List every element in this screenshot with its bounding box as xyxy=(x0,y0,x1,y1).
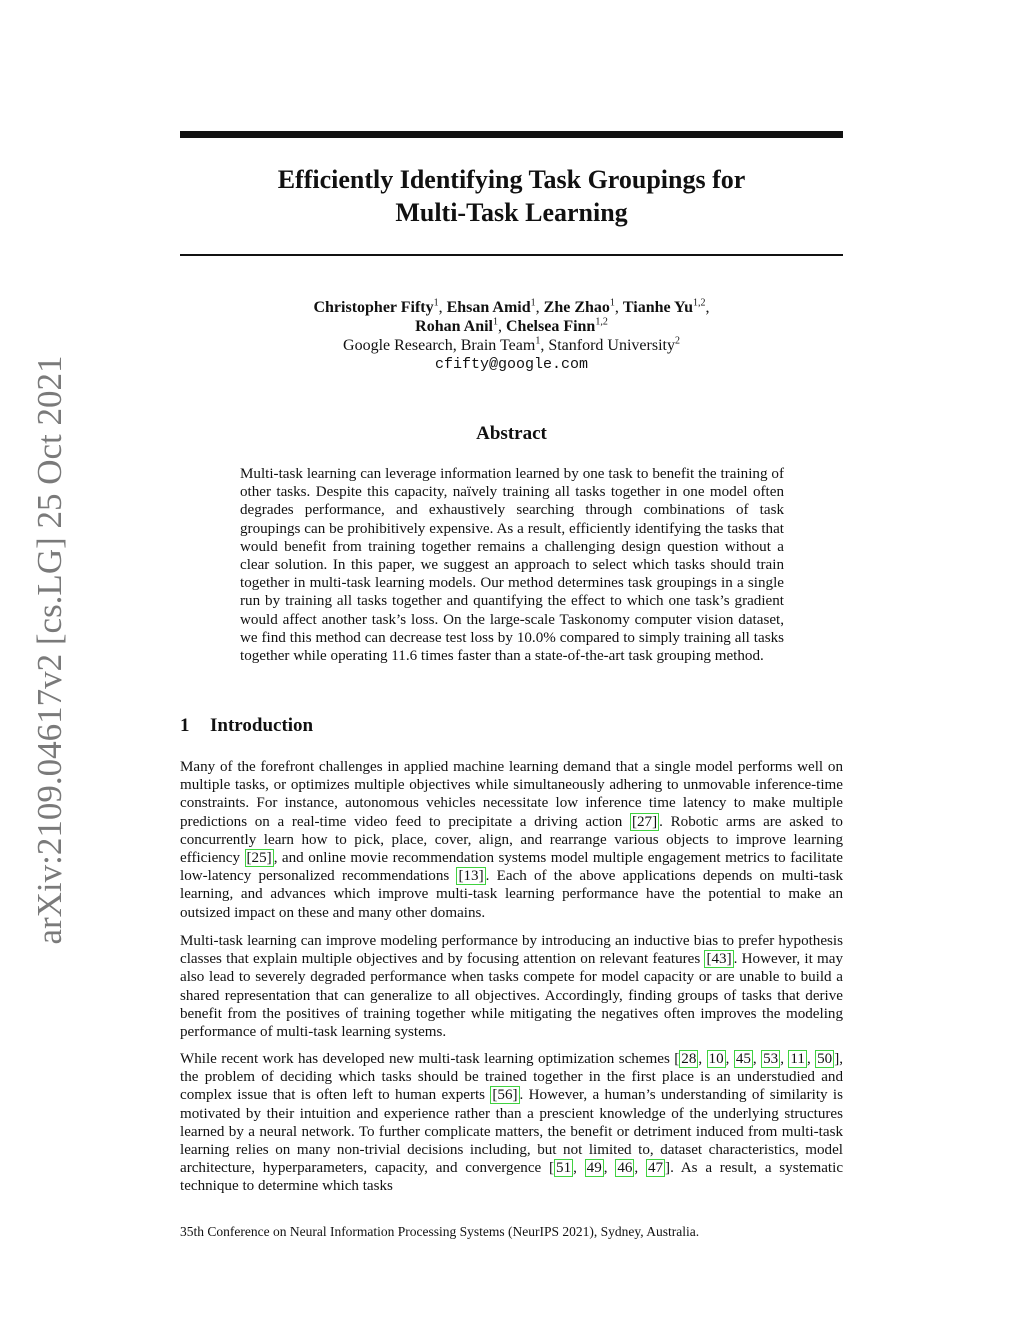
citation-link[interactable]: 49 xyxy=(586,1160,602,1177)
conference-footnote: 35th Conference on Neural Information Processing Systems (NeurIPS 2021), Sydney, Australia. xyxy=(180,1224,700,1239)
affiliation-mark: 1,2 xyxy=(693,297,706,309)
citation-link[interactable]: 51 xyxy=(556,1160,572,1177)
text-run: ]. As a result, a systematic technique to determine which tasks xyxy=(180,1160,844,1195)
text-run: ], the problem of deciding which tasks should be trained together in the first place is an understudied and complex issue that is often left to human experts xyxy=(180,1051,844,1104)
arxiv-stamp: arXiv:2109.04617v2 [cs.LG] 25 Oct 2021 xyxy=(30,355,69,945)
title-bottom-rule xyxy=(180,254,843,256)
affiliation-mark: 1 xyxy=(433,297,439,309)
section-number: 1 xyxy=(180,715,190,736)
text-run: . Robotic arms are asked to concurrently learn how to pick, place, cover, align, and rearrange various objects to improve learning efficiency xyxy=(180,813,843,867)
citation-link[interactable]: 47 xyxy=(647,1160,664,1177)
author-line-2: Rohan Anil$^1$, Chelsea Finn$^{1,2}$ xyxy=(415,316,608,335)
author-name: Chelsea Finn xyxy=(505,318,596,335)
author-line-1: Christopher Fifty$^1$, Ehsan Amid$^1$, Zhe Zhao$^1$, Tianhe Yu$^{1,2}$, xyxy=(313,297,710,316)
text-run: . However, it may also lead to severely degraded performance when tasks compete for model capacity or are unable to build a shared representation that can generalize to all objectives. Accordingly, finding groups of tasks that derive benefit from the positives of training together while mitigating the negatives often improves the modeling performance of multi-task learning systems. xyxy=(180,951,843,1041)
citation-link[interactable]: 53 xyxy=(763,1051,779,1067)
citation-link[interactable]: [43] xyxy=(706,951,732,968)
section-heading xyxy=(180,715,313,737)
author-name: Zhe Zhao xyxy=(543,299,610,316)
citation-link[interactable]: 11 xyxy=(790,1051,805,1067)
affiliation-mark: 1 xyxy=(609,297,615,309)
author-email: cfifty@google.com xyxy=(434,356,589,373)
citation-link[interactable]: 45 xyxy=(735,1051,751,1067)
intro-paragraph-2 xyxy=(180,932,843,1041)
citation-link[interactable]: 50 xyxy=(817,1051,833,1067)
text-run: , and online movie recommendation systems model multiple engagement metrics to facilitate low-latency personalized recommendations xyxy=(180,850,843,885)
title-top-rule xyxy=(180,131,843,138)
title-line-2: Multi-Task Learning xyxy=(395,198,628,227)
citation-link[interactable]: [27] xyxy=(631,813,658,830)
affiliation-mark: 1 xyxy=(530,297,536,309)
author-block xyxy=(180,298,843,374)
abstract-heading: Abstract xyxy=(476,423,547,444)
author-name: Rohan Anil xyxy=(415,318,493,335)
text-run: While recent work has developed new multi-task learning optimization schemes [ xyxy=(180,1051,680,1067)
title-line-1: Efficiently Identifying Task Groupings for xyxy=(277,165,746,194)
intro-paragraph-1 xyxy=(180,758,843,922)
affiliation-mark: 1,2 xyxy=(595,316,608,328)
author-name: Ehsan Amid xyxy=(446,299,531,316)
citation-link[interactable]: 46 xyxy=(617,1160,633,1177)
section-title: Introduction xyxy=(210,715,314,736)
affiliation-line: Google Research, Brain Team$^1$, Stanford University$^2$ xyxy=(343,335,680,354)
citation-link[interactable]: 28 xyxy=(681,1051,697,1067)
citation-link[interactable]: [25] xyxy=(246,850,272,867)
text-run: . Each of the above applications depends on multi-task learning, and advances which improve multi-task learning performance have the potential to make an outsized impact on these and many other domains. xyxy=(180,868,844,921)
intro-paragraph-3: While recent work has developed new multi-task learning optimization schemes [ 28 , 10 , 45 , 53 , 11 , 50 ], the problem of deciding which tasks should be trained together in the first place is an understudied and complex issue that is often left to human experts [56] . However, a human’s understanding of similarity is motivated by their intuition and experience rather than a prescient knowledge of the underlying structures learned by a neural network. To further complicate matters, the benefit or detriment induced from multi-task learning relies on many non-trivial decisions including, but not limited to, dataset characteristics, model architecture, hyperparameters, capacity, and convergence [ 51 , 49 , 46 , 47 ]. As a result, a systematic technique to determine which tasks xyxy=(180,1051,844,1195)
paper-title xyxy=(180,163,843,229)
text-run: . However, a human’s understanding of similarity is motivated by their intuition and experience rather than a prescient knowledge of the underlying structures learned by a neural network. To further complicate matters, the benefit or detriment induced from multi-task learning relies on many non-trivial decisions including, but not limited to, dataset characteristics, model architecture, hyperparameters, capacity, and convergence [ xyxy=(180,1087,843,1177)
author-name: Tianhe Yu xyxy=(622,299,694,316)
citation-link[interactable]: [56] xyxy=(492,1087,518,1104)
affiliation-mark: 1 xyxy=(535,335,541,347)
author-name: Christopher Fifty xyxy=(313,299,434,316)
affiliation: Google Research, Brain Team xyxy=(343,337,536,354)
text-run: Multi-task learning can improve modeling performance by introducing an inductive bias to prefer hypothesis classes that explain multiple objectives and by focusing attention on relevant features xyxy=(180,933,843,968)
citation-link[interactable]: 10 xyxy=(708,1051,724,1067)
abstract-text: Multi-task learning can leverage information learned by one task to benefit the training of other tasks. Despite this capacity, naïvely training all tasks together in one model often degrades performance, and exhaustively searching through combinations of task groupings can be prohibitively expensive. As a result, efficiently identifying the tasks that would benefit from training together remains a challenging design question without a clear solution. In this paper, we suggest an approach to select which tasks should train together in multi-task learning models. Our method determines task groupings in a single run by training all tasks together and quantifying the effect to which one task’s gradient would affect another task’s loss. On the large-scale Taskonomy computer vision dataset, we find this method can decrease test loss by 10.0% compared to simply training all tasks together while operating 11.6 times faster than a state-of-the-art task grouping method. xyxy=(240,466,784,665)
affiliation-mark: 1 xyxy=(492,316,498,328)
affiliation: Stanford University xyxy=(548,337,675,354)
text-run: Many of the forefront challenges in applied machine learning demand that a single model performs well on multiple tasks, or optimizes multiple objectives while simultaneously adhering to unmovable inference-time constraints. For instance, autonomous vehicles necessitate low inference time latency to make multiple predictions on a real-time video feed to precipitate a driving action xyxy=(180,759,843,830)
citation-link[interactable]: [13] xyxy=(458,868,484,885)
affiliation-mark: 2 xyxy=(674,335,680,347)
